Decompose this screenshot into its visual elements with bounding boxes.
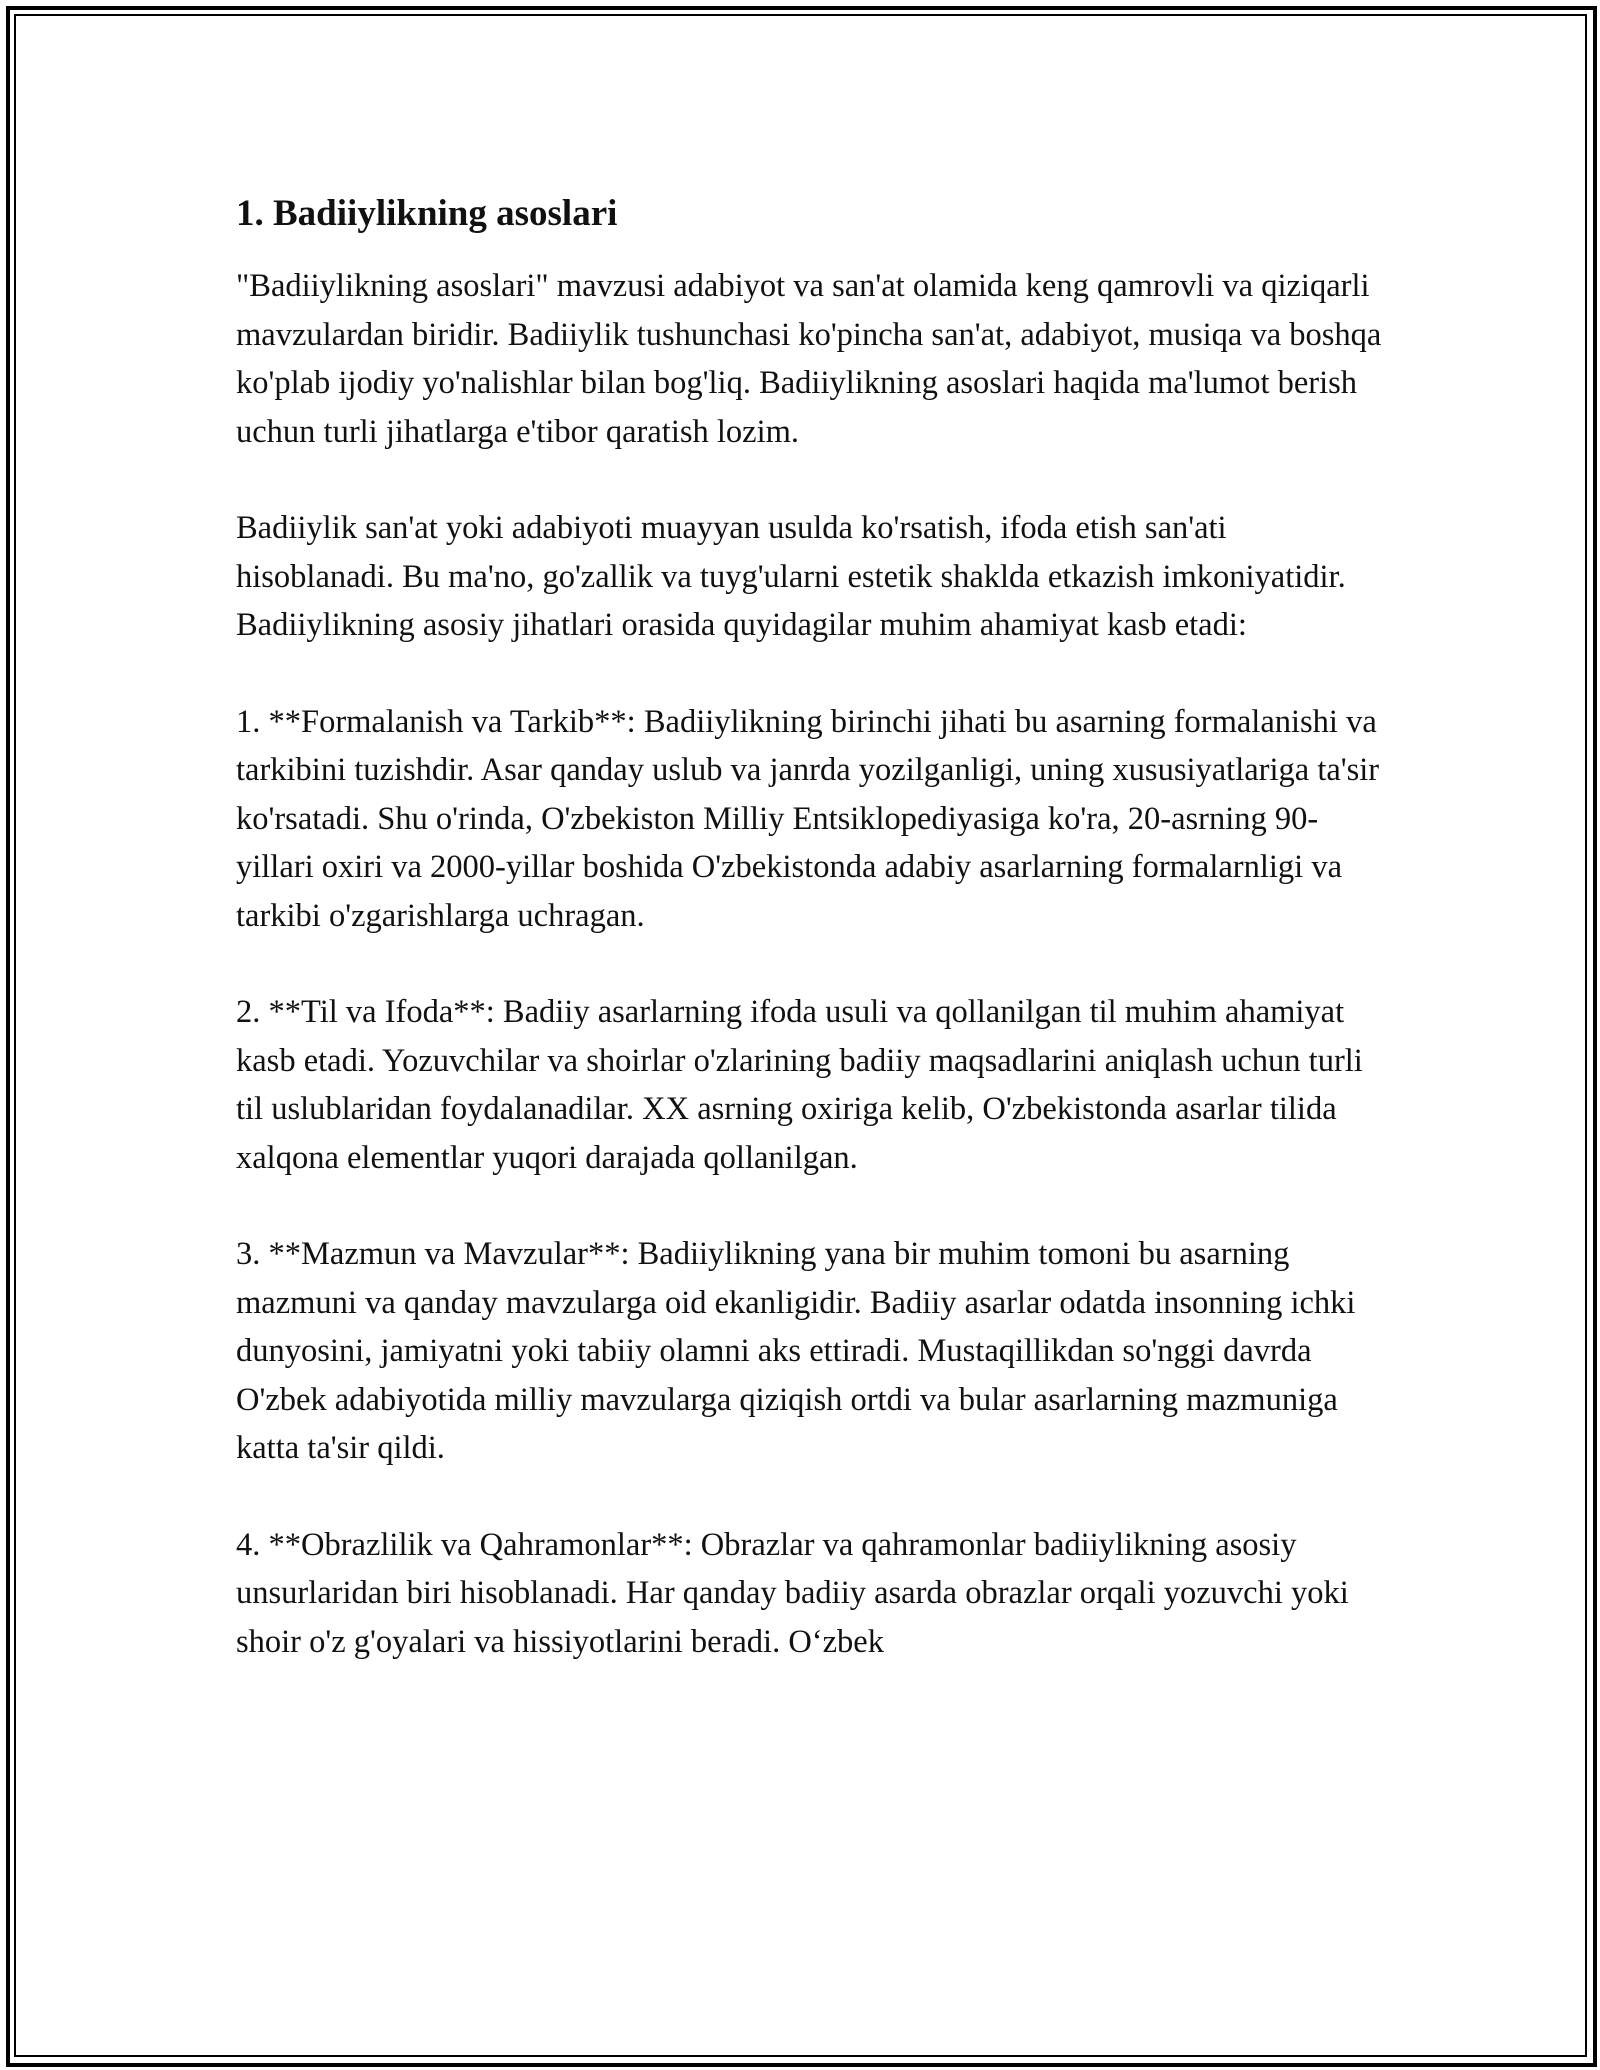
list-item-til-ifoda: 2. **Til va Ifoda**: Badiiy asarlarning ifoda usuli va qollanilgan til muhim ahamiyat kasb etadi. Yozuvchilar va shoirlar o'zlarining badiiy maqsadlarini aniqlash uchun turli til uslublaridan foydalanadilar. XX asrning oxiriga kelib, O'zbekistonda asarlar tilida xalqona elementlar yuqori darajada qollanilgan. [236, 994, 1363, 1176]
document-body [236, 188, 1386, 1666]
list-item-mazmun: 3. **Mazmun va Mavzular**: Badiiylikning yana bir muhim tomoni bu asarning mazmuni va qanday mavzularga oid ekanligidir. Badiiy asarlar odatda insonning ichki dunyosini, jamiyatni yoki tabiiy olamni aks ettiradi. Mustaqillikdan so'nggi davrda O'zbek adabiyotida milliy mavzularga qiziqish ortdi va bular asarlarning mazmuniga katta ta'sir qildi. [236, 1236, 1356, 1466]
section-heading: 1. Badiiylikning asoslari [236, 193, 618, 234]
list-item-obrazlilik: 4. **Obrazlilik va Qahramonlar**: Obrazlar va qahramonlar badiiylikning asosiy unsurlaridan biri hisoblanadi. Har qanday badiiy asarda obrazlar orqali yozuvchi yoki shoir o'z g'oyalari va hissiyotlarini beradi. O‘zbek [236, 1526, 1349, 1660]
definition-paragraph: Badiiylik san'at yoki adabiyoti muayyan usulda ko'rsatish, ifoda etish san'ati hisoblanadi. Bu ma'no, go'zallik va tuyg'ularni estetik shaklda etkazish imkoniyatidir. Badiiylikning asosiy jihatlari orasida quyidagilar muhim ahamiyat kasb etadi: [236, 510, 1346, 643]
intro-paragraph: "Badiiylikning asoslari" mavzusi adabiyot va san'at olamida keng qamrovli va qiziqarli mavzulardan biridir. Badiiylik tushunchasi ko'pincha san'at, adabiyot, musiqa va boshqa ko'plab ijodiy yo'nalishlar bilan bog'liq. Badiiylikning asoslari haqida ma'lumot berish uchun turli jihatlarga e'tibor qaratish lozim. [236, 268, 1382, 450]
list-item-formalanish: 1. **Formalanish va Tarkib**: Badiiylikning birinchi jihati bu asarning formalanishi va tarkibini tuzishdir. Asar qanday uslub va janrda yozilganligi, uning xususiyatlariga ta'sir ko'rsatadi. Shu o'rinda, O'zbekiston Milliy Entsiklopediyasiga ko'ra, 20-asrning 90-yillari oxiri va 2000-yillar boshida O'zbekistonda adabiy asarlarning formalarnligi va tarkibi o'zgarishlarga uchragan. [236, 703, 1380, 934]
